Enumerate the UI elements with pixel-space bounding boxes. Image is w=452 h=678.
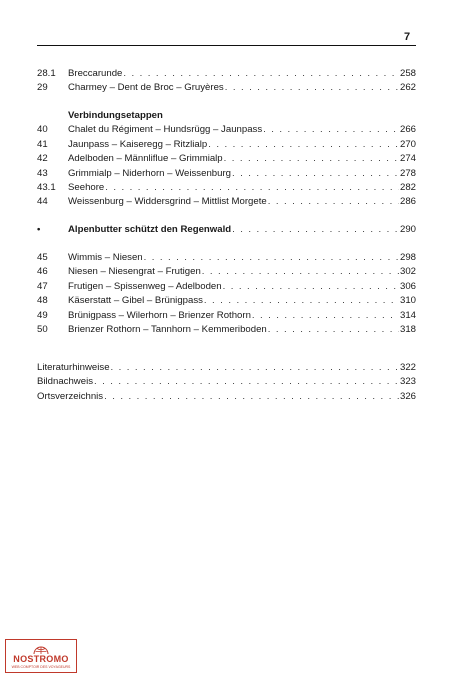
toc-number: 42 bbox=[37, 153, 48, 165]
toc-row[interactable] bbox=[37, 294, 416, 308]
toc-page: 323 bbox=[399, 376, 416, 388]
toc-leader-dots bbox=[204, 294, 399, 308]
toc-title: Weissenburg – Widdersgrind – Mittlist Morgete bbox=[68, 196, 267, 208]
globe-icon bbox=[33, 641, 49, 655]
toc-title: Jaunpass – Kaiseregg – Ritzlialp bbox=[68, 138, 208, 150]
toc-page: 322 bbox=[399, 362, 416, 373]
toc-page: 266 bbox=[399, 124, 416, 136]
toc-leader-dots bbox=[263, 123, 399, 137]
toc-row[interactable] bbox=[37, 195, 416, 209]
toc-title: Chalet du Régiment – Hundsrügg – Jaunpass bbox=[68, 124, 263, 136]
toc-block-routes-a bbox=[37, 67, 416, 96]
toc-row[interactable] bbox=[37, 181, 416, 195]
toc-block-feature bbox=[37, 223, 416, 237]
toc-row[interactable] bbox=[37, 251, 416, 265]
toc-row[interactable] bbox=[37, 138, 416, 152]
toc-page: 258 bbox=[399, 68, 416, 79]
toc-leader-dots bbox=[224, 152, 399, 166]
toc-row[interactable] bbox=[37, 167, 416, 181]
toc-title: Grimmialp – Niderhorn – Weissenburg bbox=[68, 167, 231, 179]
toc-row[interactable] bbox=[37, 123, 416, 137]
toc-number: 43.1 bbox=[37, 181, 56, 193]
toc-number: 28.1 bbox=[37, 68, 56, 79]
toc-title: Käserstatt – Gibel – Brünigpass bbox=[68, 295, 203, 307]
toc-leader-dots bbox=[225, 81, 399, 95]
toc-page: 326 bbox=[399, 390, 416, 402]
toc-leader-dots bbox=[123, 67, 399, 81]
toc-number: 47 bbox=[37, 280, 48, 292]
toc-title: Charmey – Dent de Broc – Gruyères bbox=[68, 82, 224, 94]
toc-row[interactable] bbox=[37, 265, 416, 279]
toc-page: 310 bbox=[399, 295, 416, 307]
toc-title: Brünigpass – Wilerhorn – Brienzer Rothorn bbox=[68, 309, 251, 321]
toc-page: 298 bbox=[399, 252, 416, 263]
toc-block-verbindungsetappen bbox=[37, 109, 416, 210]
toc-block-routes-b bbox=[37, 251, 416, 337]
toc-number: 40 bbox=[37, 124, 48, 136]
toc-page: 282 bbox=[399, 181, 416, 193]
toc-page: 318 bbox=[399, 323, 416, 335]
toc-leader-dots bbox=[252, 309, 399, 323]
toc-title: Alpenbutter schützt den Regenwald bbox=[68, 224, 232, 235]
toc-page: 274 bbox=[399, 153, 416, 165]
toc-page: 306 bbox=[399, 280, 416, 292]
toc-title: Frutigen – Spissenweg – Adelboden bbox=[68, 280, 222, 292]
toc-page: 278 bbox=[399, 167, 416, 179]
toc-page: 290 bbox=[399, 224, 416, 235]
toc-leader-dots bbox=[111, 361, 399, 375]
toc-row[interactable] bbox=[37, 280, 416, 294]
toc-leader-dots bbox=[268, 323, 399, 337]
logo-name: NOSTROMO bbox=[13, 654, 69, 664]
toc-title: Bildnachweis bbox=[37, 376, 93, 388]
toc-title: Brienzer Rothorn – Tannhorn – Kemmeriboden bbox=[68, 323, 267, 335]
toc-leader-dots bbox=[94, 375, 399, 389]
toc-title: Breccarunde bbox=[68, 68, 123, 79]
toc-row-feature[interactable] bbox=[37, 223, 416, 237]
toc-row[interactable] bbox=[37, 375, 416, 389]
toc-leader-dots bbox=[104, 390, 399, 404]
toc-leader-dots bbox=[202, 265, 399, 279]
logo-tagline: WEB COMPTOIR DES VOYAGEURS bbox=[11, 665, 71, 669]
toc-row[interactable] bbox=[37, 152, 416, 166]
toc-page: 262 bbox=[399, 82, 416, 94]
toc-title: Seehore bbox=[68, 181, 105, 193]
toc-block-appendix bbox=[37, 361, 416, 404]
toc-page: 286 bbox=[399, 196, 416, 208]
toc-number: 50 bbox=[37, 323, 48, 335]
toc-row[interactable] bbox=[37, 361, 416, 375]
toc-leader-dots bbox=[144, 251, 399, 265]
toc-title: Wimmis – Niesen bbox=[68, 252, 143, 263]
toc-title: Adelboden – Männliflue – Grimmialp bbox=[68, 153, 223, 165]
toc-number: 41 bbox=[37, 138, 48, 150]
section-heading: Verbindungsetappen bbox=[68, 110, 163, 121]
page-number: 7 bbox=[404, 31, 411, 43]
toc-title: Niesen – Niesengrat – Frutigen bbox=[68, 266, 201, 278]
toc-page: 302 bbox=[399, 266, 416, 278]
toc-title: Literaturhinweise bbox=[37, 362, 110, 373]
toc-leader-dots bbox=[208, 138, 399, 152]
toc-row[interactable] bbox=[37, 309, 416, 323]
toc-row[interactable] bbox=[37, 390, 416, 404]
toc-leader-dots bbox=[232, 167, 399, 181]
toc-number: 43 bbox=[37, 167, 48, 179]
toc-number: 44 bbox=[37, 196, 48, 208]
toc-number: 29 bbox=[37, 82, 48, 94]
bullet: • bbox=[37, 224, 41, 235]
toc-leader-dots bbox=[223, 280, 399, 294]
toc-page: 314 bbox=[399, 309, 416, 321]
toc-row[interactable] bbox=[37, 81, 416, 95]
toc-page: 270 bbox=[399, 138, 416, 150]
toc-number: 49 bbox=[37, 309, 48, 321]
header-rule bbox=[37, 45, 416, 46]
toc-title: Ortsverzeichnis bbox=[37, 390, 104, 402]
toc-leader-dots bbox=[232, 223, 399, 237]
toc-row[interactable] bbox=[37, 67, 416, 81]
toc-number: 48 bbox=[37, 295, 48, 307]
toc-leader-dots bbox=[268, 195, 399, 209]
nostromo-watermark-logo bbox=[5, 639, 77, 673]
toc-leader-dots bbox=[105, 181, 399, 195]
toc-number: 46 bbox=[37, 266, 48, 278]
toc-row[interactable] bbox=[37, 323, 416, 337]
toc-number: 45 bbox=[37, 252, 48, 263]
